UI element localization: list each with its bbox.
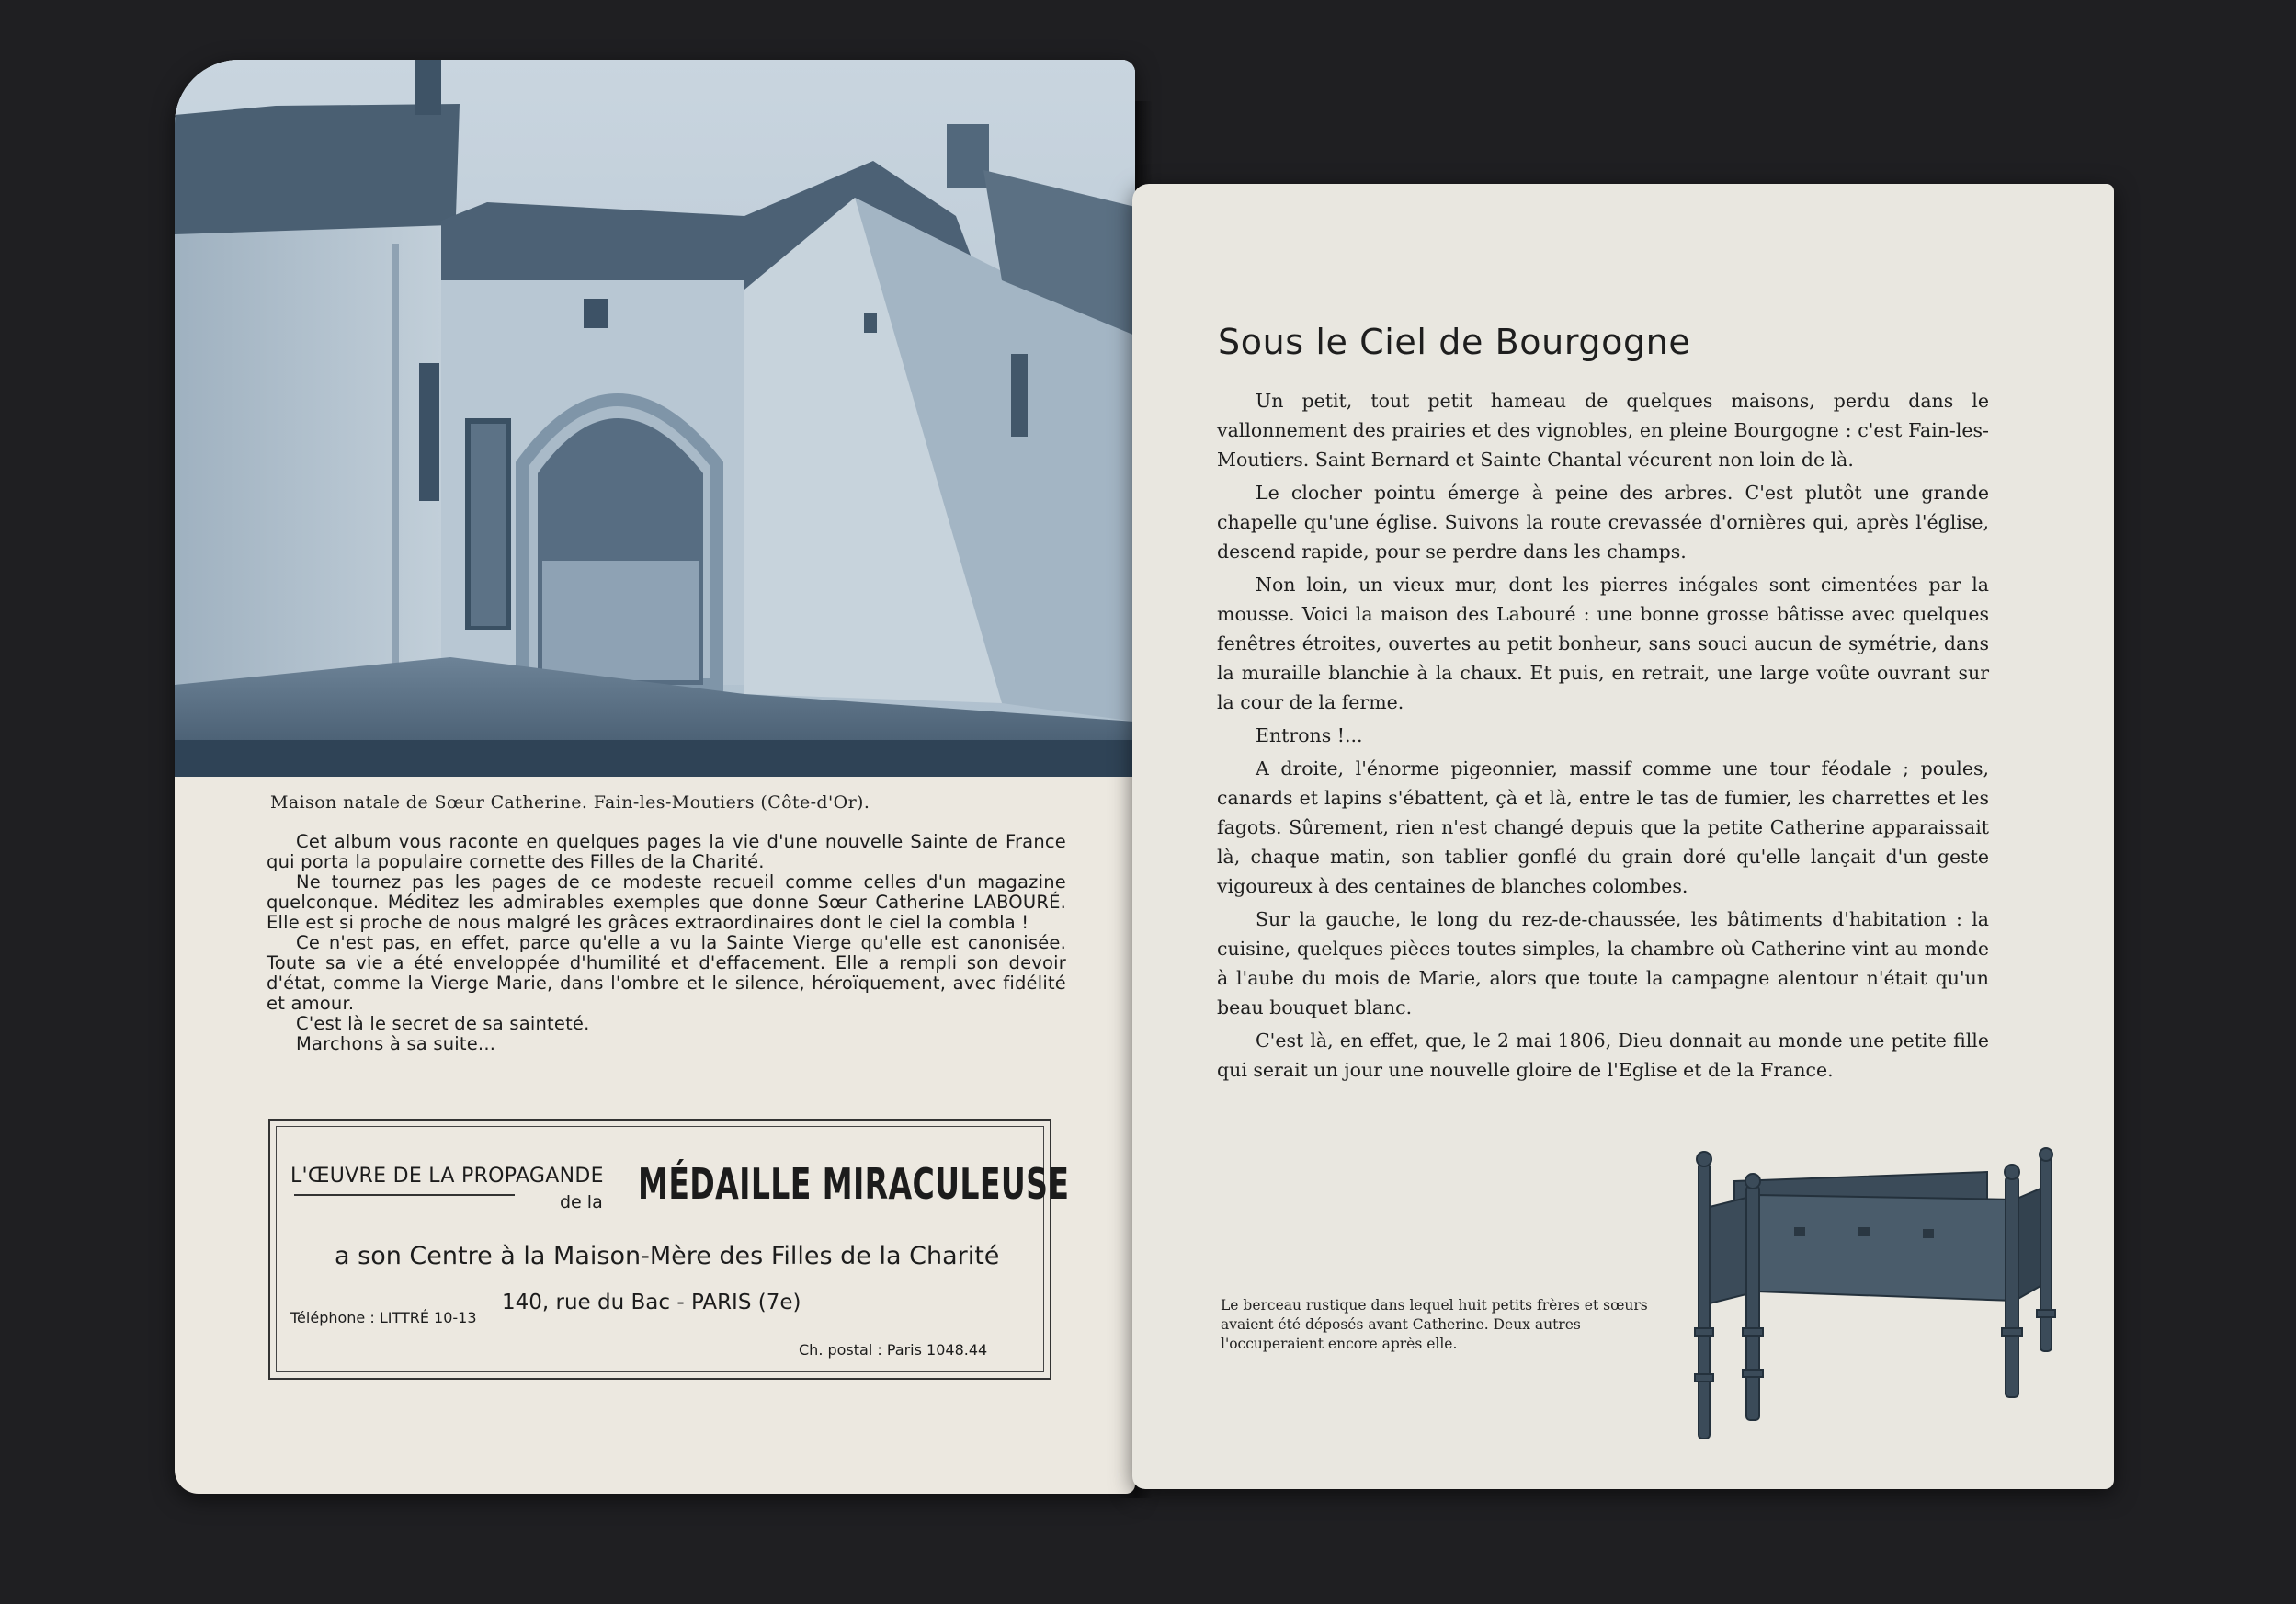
ad-rule	[294, 1194, 515, 1196]
intro-text	[267, 832, 1066, 1054]
cradle-photo	[1684, 1144, 2079, 1448]
chapter-body	[1217, 386, 1989, 1088]
body-paragraph: Entrons !...	[1256, 724, 1363, 746]
intro-paragraph: Cet album vous raconte en quelques pages la vie d'une nouvelle Sainte de France qui porta la populaire cornette des Filles de la Charité.	[267, 831, 1066, 872]
body-paragraph: C'est là, en effet, que, le 2 mai 1806, Dieu donnait au monde une petite fille qui serait un jour une nouvelle gloire de l'Eglise et de la France.	[1217, 1030, 1989, 1081]
right-page	[1132, 184, 2114, 1489]
intro-paragraph: Marchons à sa suite...	[296, 1033, 496, 1054]
birthplace-photo	[175, 60, 1135, 777]
ad-of-the: de la	[560, 1192, 603, 1212]
ad-centre: a son Centre à la Maison-Mère des Filles de la Charité	[335, 1242, 1000, 1270]
body-paragraph: Sur la gauche, le long du rez-de-chaussée, les bâtiments d'habitation : la cuisine, quelques pièces toutes simples, la chambre où Catherine vint au monde à l'aube du mois de Marie, alors que toute la campagne alentour n'était qu'un beau bouquet blanc.	[1217, 908, 1989, 1018]
ad-organization: L'ŒUVRE DE LA PROPAGANDE	[290, 1165, 604, 1188]
cradle-caption: Le berceau rustique dans lequel huit petits frères et sœurs avaient été déposés avant Catherine. Deux autres l'occuperaient encore après elle.	[1221, 1297, 1648, 1352]
propaganda-ad-box	[268, 1119, 1070, 1380]
chapter-title: Sous le Ciel de Bourgogne	[1218, 322, 1691, 362]
ad-postal-account: Ch. postal : Paris 1048.44	[799, 1341, 988, 1359]
ad-medal-name: MÉDAILLE MIRACULEUSE	[638, 1159, 1070, 1209]
photo-caption: Maison natale de Sœur Catherine. Fain-les-Moutiers (Côte-d'Or).	[270, 792, 870, 813]
ad-address: 140, rue du Bac - PARIS (7e)	[502, 1291, 801, 1314]
body-paragraph: Le clocher pointu émerge à peine des arbres. C'est plutôt une grande chapelle qu'une église. Suivons la route crevassée d'ornières qui, après l'église, descend rapide, pour se perdre dans les champs.	[1217, 482, 1989, 563]
ad-phone: Téléphone : LITTRÉ 10-13	[290, 1309, 477, 1326]
body-paragraph: Non loin, un vieux mur, dont les pierres inégales sont cimentées par la mousse. Voici la maison des Labouré : une bonne grosse bâtisse avec quelques fenêtres étroites, ouvertes au petit bonheur, sans souci aucun de symétrie, dans la muraille blanchie à la chaux. Et puis, en retrait, une large voûte ouvrant sur la cour de la ferme.	[1217, 574, 1989, 713]
left-page	[175, 60, 1135, 1494]
intro-paragraph: Ne tournez pas les pages de ce modeste recueil comme celles d'un magazine quelconque. Méditez les admirables exemples que donne Sœur Catherine LABOURÉ. Elle est si proche de nous malgré les grâces extraordinaires dont le ciel la combla !	[267, 871, 1066, 933]
intro-paragraph: Ce n'est pas, en effet, parce qu'elle a vu la Sainte Vierge qu'elle est canonisée. Toute sa vie a été enveloppée d'humilité et d'effacement. Elle a rempli son devoir d'état, comme la Vierge Marie, dans l'ombre et le silence, héroïquement, avec fidélité et amour.	[267, 932, 1066, 1014]
body-paragraph: A droite, l'énorme pigeonnier, massif comme une tour féodale ; poules, canards et lapins s'ébattent, çà et là, entre le tas de fumier, les charrettes et les fagots. Sûrement, rien n'est changé depuis que la petite Catherine apparaissait là, chaque matin, son tablier gonflé du grain doré qu'elle lançait d'un geste vigoureux à des centaines de blanches colombes.	[1217, 757, 1989, 897]
intro-paragraph: C'est là le secret de sa sainteté.	[296, 1013, 590, 1034]
body-paragraph: Un petit, tout petit hameau de quelques maisons, perdu dans le vallonnement des prairies et des vignobles, en pleine Bourgogne : c'est Fain-les-Moutiers. Saint Bernard et Sainte Chantal vécurent non loin de là.	[1217, 390, 1989, 471]
